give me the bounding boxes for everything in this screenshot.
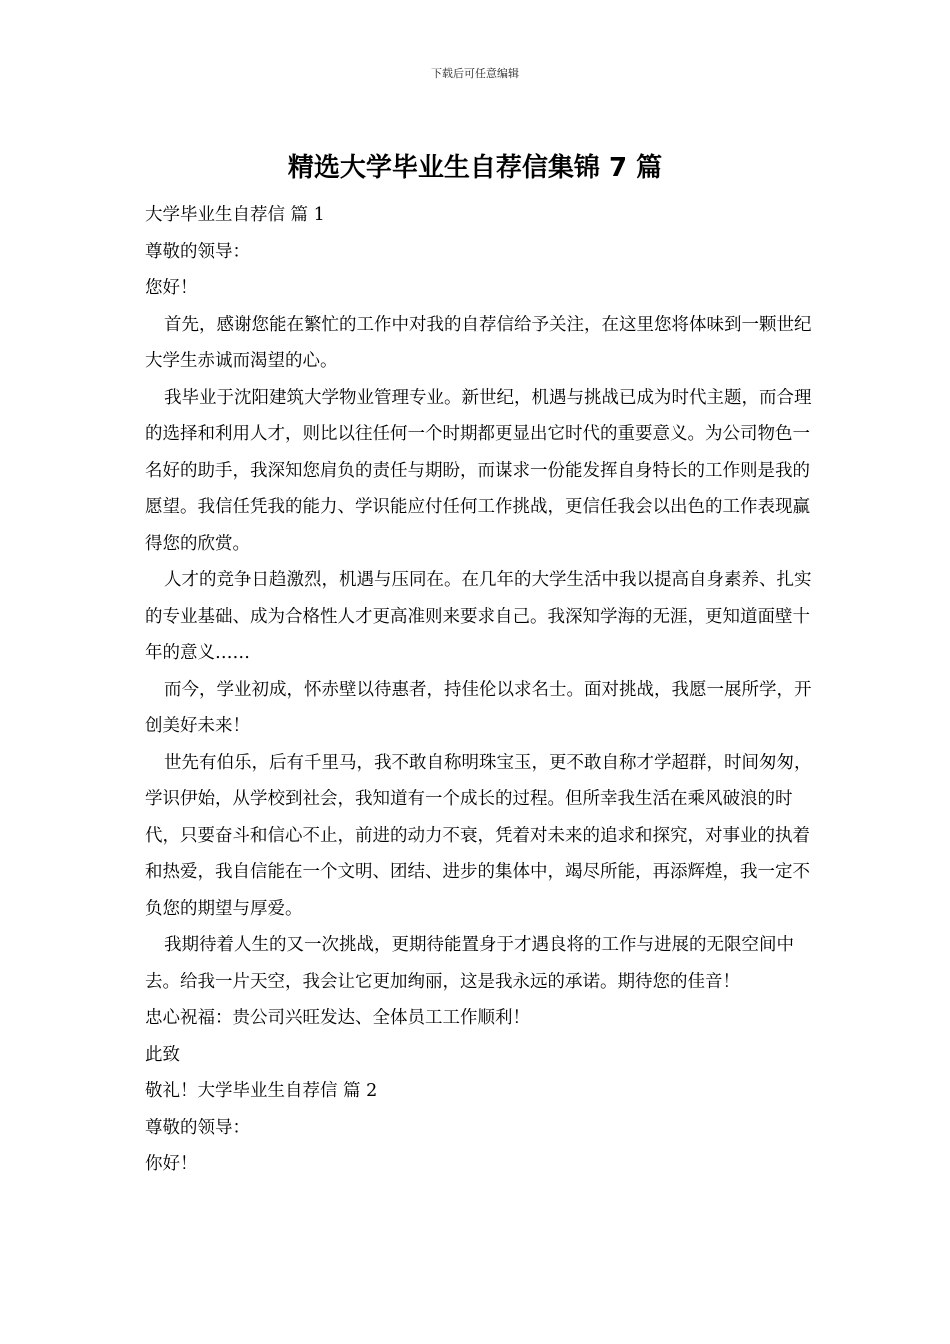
section-heading: 敬礼！大学毕业生自荐信 篇 2	[145, 1081, 378, 1101]
header-note: 下载后可任意编辑	[431, 67, 519, 80]
paragraph: 而今，学业初成，怀赤壁以待惠者，持佳伦以求名士。面对挑战，我愿一展所学，开创美好未来！	[145, 679, 812, 736]
paragraph: 世先有伯乐，后有千里马，我不敢自称明珠宝玉，更不敢自称才学超群，时间匆匆，学识伊始，从学校到社会，我知道有一个成长的过程。但所幸我生活在乘风破浪的时代，只要奋斗和信心不止，前进的动力不衰，凭着对未来的追求和探究，对事业的执着和热爱，我自信能在一个文明、团结、进步的集体中，竭尽所能，再添辉煌，我一定不负您的期望与厚爱。	[145, 752, 812, 919]
paragraph: 首先，感谢您能在繁忙的工作中对我的自荐信给予关注，在这里您将体味到一颗世纪大学生赤诚而渴望的心。	[145, 314, 812, 371]
closing-line: 此致	[145, 1044, 180, 1065]
section-heading: 大学毕业生自荐信 篇 1	[145, 205, 325, 225]
closing-wishes: 忠心祝福：贵公司兴旺发达、全体员工工作顺利！	[145, 1008, 530, 1028]
paragraph: 我毕业于沈阳建筑大学物业管理专业。新世纪，机遇与挑战已成为时代主题，而合理的选择和利用人才，则比以往任何一个时期都更显出它时代的重要意义。为公司物色一名好的助手，我深知您肩负的责任与期盼，而谋求一份能发挥自身特长的工作则是我的愿望。我信任凭我的能力、学识能应付任何工作挑战，更信任我会以出色的工作表现赢得您的欣赏。	[145, 387, 812, 554]
document-title: 精选大学毕业生自荐信集锦 7 篇	[287, 153, 663, 183]
document-body	[145, 197, 821, 1183]
salutation: 尊敬的领导：	[145, 241, 250, 262]
salutation: 尊敬的领导：	[145, 1117, 250, 1138]
greeting: 您好！	[145, 278, 198, 298]
paragraph: 人才的竞争日趋激烈，机遇与压同在。在几年的大学生活中我以提高自身素养、扎实的专业基础、成为合格性人才更高准则来要求自己。我深知学海的无涯，更知道面壁十年的意义……	[145, 570, 812, 663]
greeting: 你好！	[145, 1154, 198, 1174]
paragraph: 我期待着人生的又一次挑战，更期待能置身于才遇良将的工作与进展的无限空间中去。给我一片天空，我会让它更加绚丽，这是我永远的承诺。期待您的佳音！	[145, 935, 794, 992]
